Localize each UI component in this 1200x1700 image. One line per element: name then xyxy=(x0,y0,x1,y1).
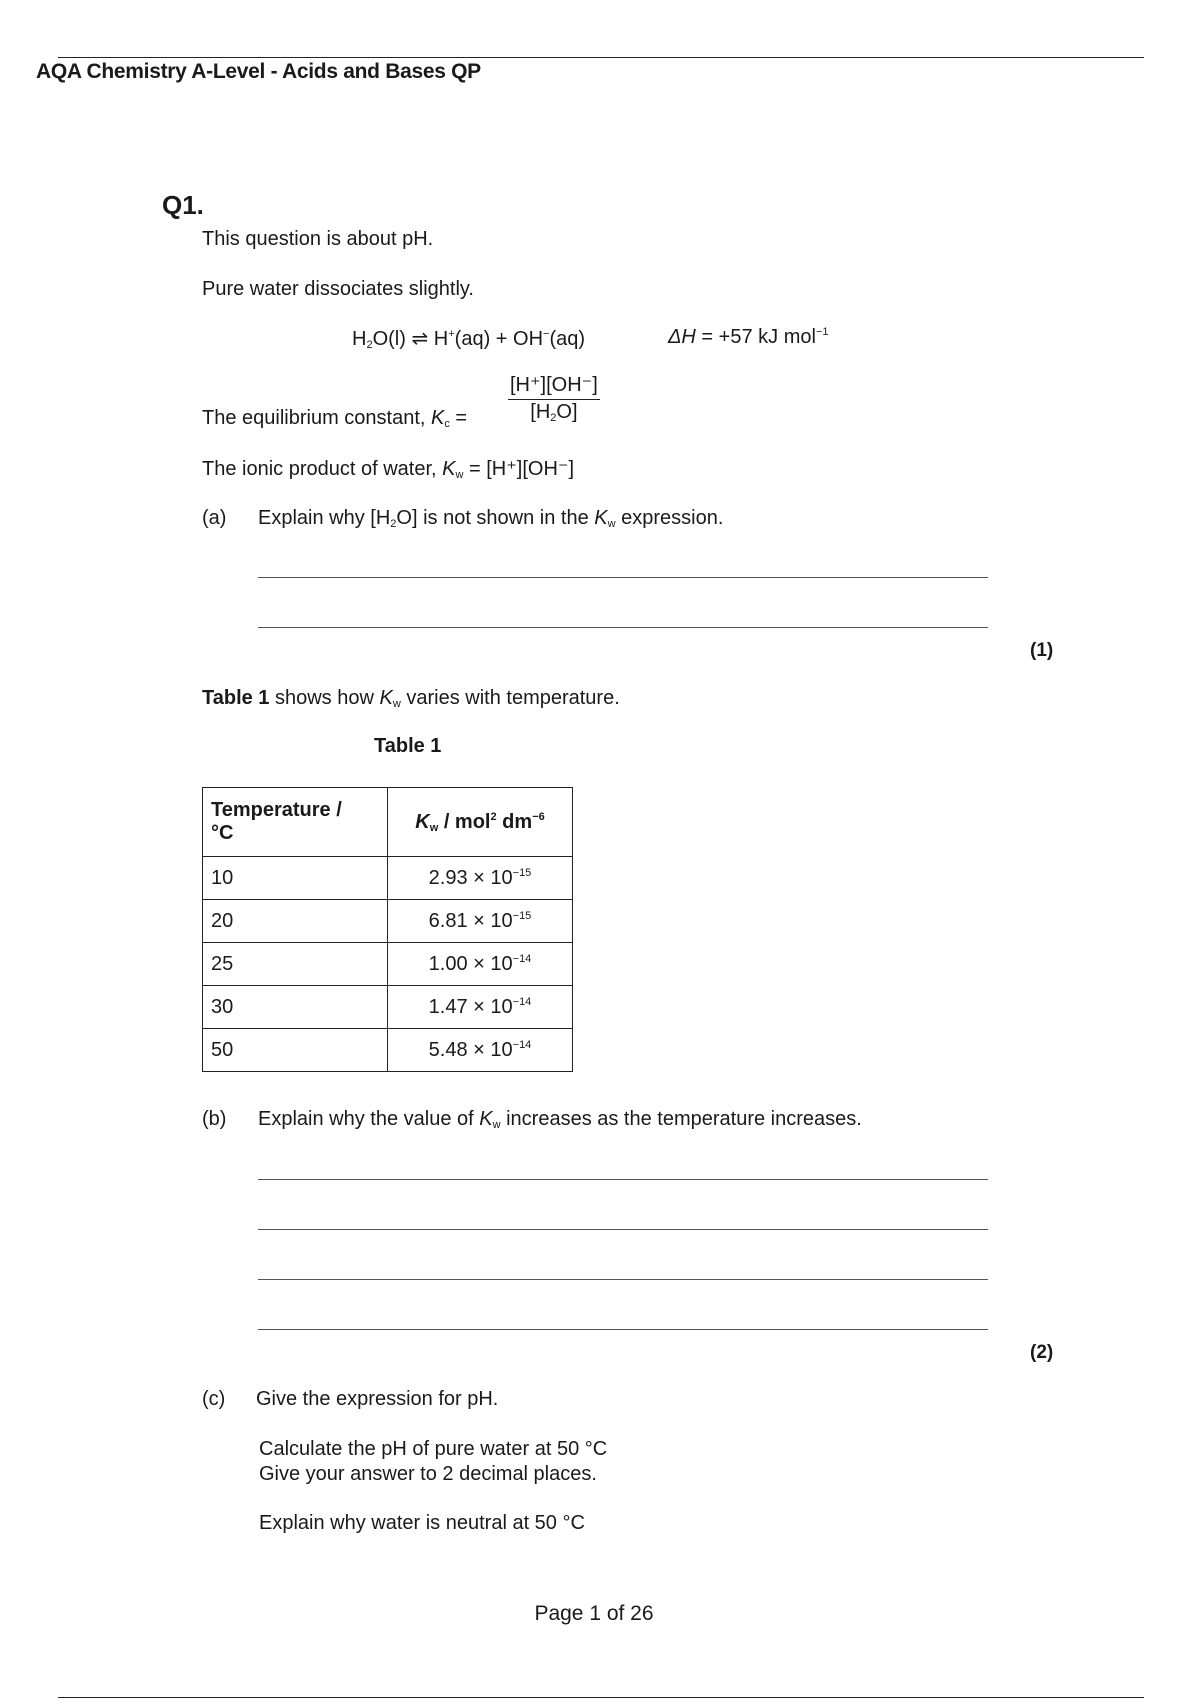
part-b-label: (b) xyxy=(202,1108,227,1130)
part-a-marks: (1) xyxy=(1030,640,1054,661)
answer-line[interactable] xyxy=(258,1229,988,1230)
temperature-column-header: Temperature / °C xyxy=(203,788,388,857)
answer-line[interactable] xyxy=(258,627,988,628)
kw-temperature-table xyxy=(202,787,573,1072)
kw-value-cell: $5.48 \times 10^{-14}$ xyxy=(388,1029,573,1072)
table-intro: Table 1 shows how $K_w$ varies with temperature. xyxy=(202,687,620,710)
temperature-cell: 10 xyxy=(203,857,388,900)
question-intro: This question is about pH. xyxy=(202,228,434,250)
kw-value-cell: $2.93 \times 10^{-15}$ xyxy=(388,857,573,900)
answer-line[interactable] xyxy=(258,577,988,578)
question-number: Q1. xyxy=(162,190,204,220)
answer-line[interactable] xyxy=(258,1279,988,1280)
dissociation-equation: $H_2O(l)$ ⇌ H+(aq) + OH−(aq) xyxy=(352,328,586,351)
kc-label: The equilibrium constant, $K_c$ = xyxy=(202,407,468,430)
document-title: AQA Chemistry A-Level - Acids and Bases QP xyxy=(36,60,481,83)
dissociation-statement: Pure water dissociates slightly. xyxy=(202,278,474,300)
part-c-calculation: Calculate the pH of pure water at 50 °C Give your answer to 2 decimal places. xyxy=(259,1438,608,1485)
part-a-label: (a) xyxy=(202,507,227,529)
table-header-row xyxy=(203,788,573,857)
temperature-cell: 30 xyxy=(203,986,388,1029)
kc-denominator: $[H_2O]$ xyxy=(530,401,578,424)
part-a-question: Explain why $[H_2O]$ is not shown in the $K_w$ expression. xyxy=(258,507,724,530)
kw-column-header: $K_w / mol^2$ $dm^{-6}$ xyxy=(388,788,573,857)
kw-value-cell: $1.47 \times 10^{-14}$ xyxy=(388,986,573,1029)
enthalpy-change: ΔH = +57 kJ mol$^{-1}$ xyxy=(668,326,829,348)
table-row xyxy=(203,1029,573,1072)
kc-fraction xyxy=(508,372,600,424)
kw-definition: The ionic product of water, $K_w = [H^+][OH^-]$ xyxy=(202,458,575,481)
table-row xyxy=(203,986,573,1029)
part-b-marks: (2) xyxy=(1030,1342,1054,1363)
part-c-question: Give the expression for pH. xyxy=(256,1388,499,1410)
part-c-explain: Explain why water is neutral at 50 °C xyxy=(259,1512,585,1534)
page-number: Page 1 of 26 xyxy=(534,1602,654,1625)
table-row xyxy=(203,857,573,900)
header-rule xyxy=(58,57,1144,58)
answer-line[interactable] xyxy=(258,1179,988,1180)
table-row xyxy=(203,900,573,943)
part-c-label: (c) xyxy=(202,1388,226,1410)
kw-value-cell: $1.00 \times 10^{-14}$ xyxy=(388,943,573,986)
temperature-cell: 25 xyxy=(203,943,388,986)
table-caption: Table 1 xyxy=(374,735,442,757)
temperature-cell: 50 xyxy=(203,1029,388,1072)
temperature-cell: 20 xyxy=(203,900,388,943)
equation-reactant: H xyxy=(352,328,367,350)
part-b-question: Explain why the value of $K_w$ increases as the temperature increases. xyxy=(258,1108,862,1131)
kw-value-cell: $6.81 \times 10^{-15}$ xyxy=(388,900,573,943)
footer-rule xyxy=(58,1697,1144,1698)
answer-line[interactable] xyxy=(258,1329,988,1330)
kc-numerator: [H⁺][OH⁻] xyxy=(508,372,600,400)
table-row xyxy=(203,943,573,986)
